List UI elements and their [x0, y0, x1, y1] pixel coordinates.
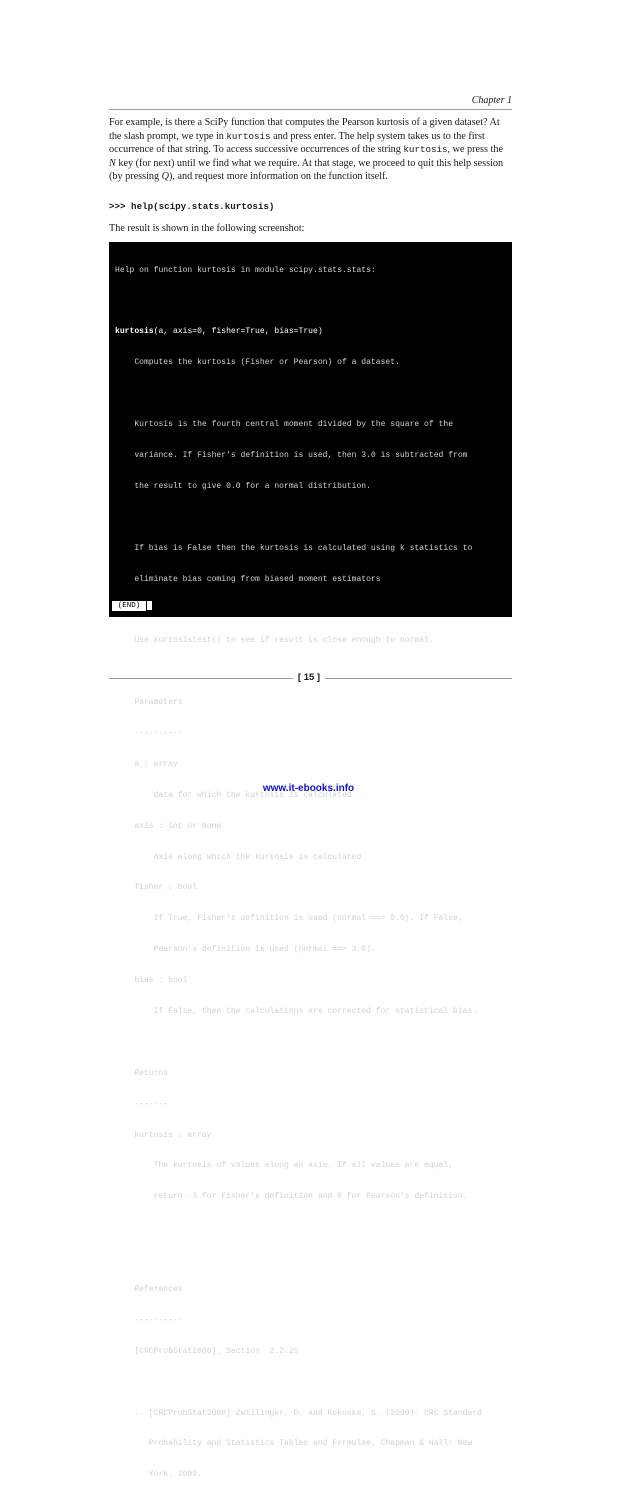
footer-rule-right — [325, 678, 512, 679]
terminal-line: Axis along which the kurtosis is calculated — [115, 852, 362, 862]
terminal-line — [115, 296, 482, 306]
terminal-line: a : array — [115, 759, 178, 769]
terminal-line: References — [115, 1284, 183, 1294]
terminal-line: kurtosis : array — [115, 1130, 212, 1140]
terminal-line: Kurtosis is the fourth central moment divided by the square of the — [115, 420, 454, 430]
intro-paragraph — [109, 116, 512, 184]
terminal-line — [115, 1038, 482, 1048]
paragraph-text: For example, is there a SciPy function that computes the Pearson kurtosis of a given dataset? At the slash prompt, we type in — [109, 117, 500, 142]
paragraph-text: ), and request more information on the function itself. — [169, 171, 388, 182]
terminal-line — [115, 1254, 482, 1264]
terminal-line: the result to give 0.0 for a normal distribution. — [115, 481, 371, 491]
terminal-line: .. [CRCProbStat2000] Zwillinger, D. and Kokoska, S. (2000). CRC Standard — [115, 1408, 482, 1418]
chapter-header: Chapter 1 — [471, 95, 512, 106]
terminal-line: return -3 for Fisher's definition and 0 for Pearson's definition. — [115, 1192, 468, 1202]
terminal-line: eliminate bias coming from biased moment estimators — [115, 574, 381, 584]
terminal-line: Probability and Statistics Tables and Formulae. Chapman & Hall: New — [115, 1439, 473, 1449]
terminal-line: ---------- — [115, 728, 183, 738]
screenshot-caption: The result is shown in the following screenshot: — [109, 223, 305, 234]
terminal-line: Use kurtosistest() to see if result is close enough to normal. — [115, 636, 434, 646]
terminal-line: Parameters — [115, 698, 183, 708]
terminal-line: If False, then the calculations are corrected for statistical bias. — [115, 1006, 478, 1016]
terminal-line: York. 2000. — [115, 1470, 202, 1480]
terminal-line — [115, 389, 482, 399]
terminal-line — [115, 1223, 482, 1233]
inline-code: kurtosis — [403, 144, 448, 155]
terminal-line: Computes the kurtosis (Fisher or Pearson) of a dataset. — [115, 358, 400, 368]
code-command: >>> help(scipy.stats.kurtosis) — [109, 201, 275, 212]
terminal-signature-line — [115, 327, 482, 337]
paragraph-text: key (for next) until we find what we require. At that stage, we proceed to quit this help session (by pressing — [109, 157, 504, 182]
pager-end-status: (END) — [112, 601, 146, 611]
terminal-cursor — [147, 601, 152, 610]
header-rule — [109, 109, 512, 110]
footer-rule-left — [109, 678, 293, 679]
terminal-line: The kurtosis of values along an axis. If all values are equal, — [115, 1161, 454, 1171]
terminal-line: Returns — [115, 1068, 169, 1078]
paragraph-text: and press enter. The help system takes us to the first occurrence of that string. To access successive occurrences of the string — [109, 130, 485, 155]
page-number: [ 15 ] — [297, 672, 321, 683]
terminal-line: data for which the kurtosis is calculated — [115, 790, 352, 800]
terminal-line: [CRCProbStat2000]_ Section 2.2.25 — [115, 1346, 299, 1356]
terminal-line: Pearson's definition is used (normal ==> 3.0). — [115, 945, 376, 955]
terminal-line: bias : bool — [115, 976, 188, 986]
terminal-line — [115, 1378, 482, 1388]
terminal-line: ------- — [115, 1099, 169, 1109]
function-args: (a, axis=0, fisher=True, bias=True) — [153, 327, 323, 337]
terminal-line: axis : int or None — [115, 821, 222, 831]
function-name: kurtosis — [115, 327, 154, 337]
key-name: Q — [161, 171, 169, 182]
inline-code: kurtosis — [226, 130, 271, 142]
terminal-line — [115, 513, 482, 523]
paragraph-text: , we press the — [447, 144, 503, 155]
terminal-line: fisher : bool — [115, 883, 198, 893]
terminal-line: If True, Fisher's definition is used (normal ==> 0.0). If False, — [115, 914, 463, 924]
terminal-output — [115, 245, 482, 1501]
key-name: N — [109, 157, 116, 169]
terminal-line: Help on function kurtosis in module scipy.stats.stats: — [115, 265, 376, 275]
site-link[interactable]: www.it-ebooks.info — [262, 783, 355, 794]
terminal-line: ---------- — [115, 1315, 183, 1325]
terminal-line — [115, 605, 482, 615]
terminal-line: If bias is False then the kurtosis is calculated using k statistics to — [115, 543, 473, 553]
terminal-line: variance. If Fisher's definition is used, then 3.0 is subtracted from — [115, 450, 468, 460]
